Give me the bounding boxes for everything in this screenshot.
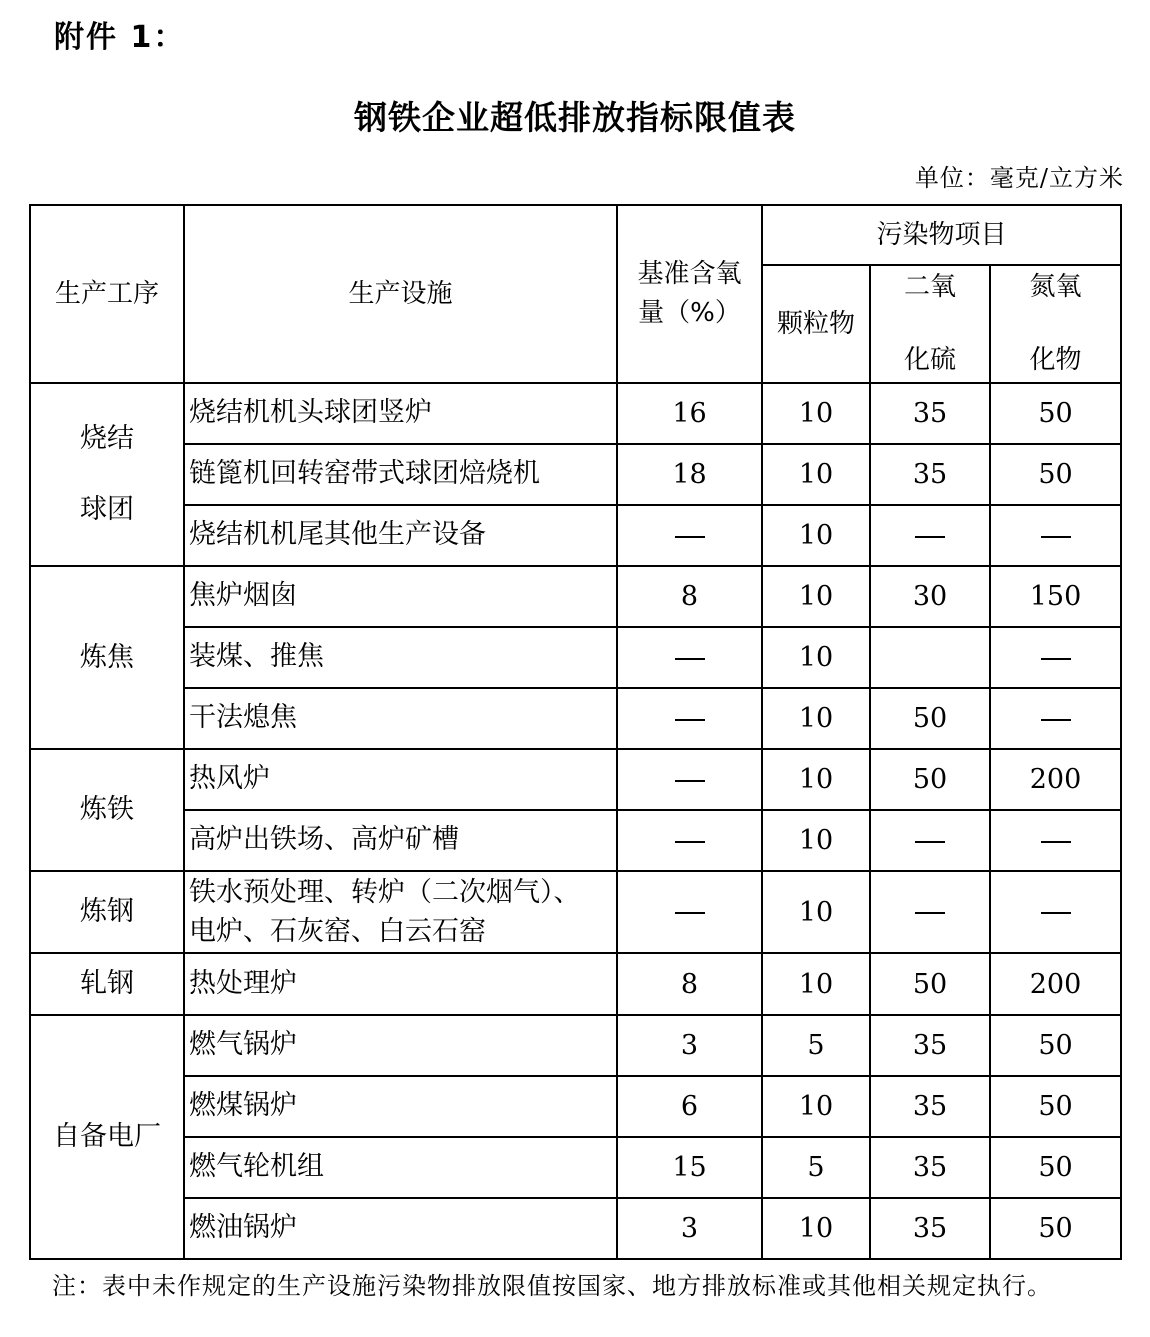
nox-value: 50 xyxy=(990,1076,1121,1137)
header-so2 xyxy=(870,265,990,383)
facility-cell: 装煤、推焦 xyxy=(184,627,617,688)
facility-cell: 热风炉 xyxy=(184,749,617,810)
oxygen-value: 6 xyxy=(617,1076,762,1137)
header-nox-line1: 氮氧 xyxy=(1029,272,1082,302)
table-row xyxy=(30,953,1121,1015)
stage-name: 烧结 xyxy=(80,423,134,455)
header-facility: 生产设施 xyxy=(184,205,617,383)
table-row xyxy=(30,566,1121,627)
nox-value: 200 xyxy=(990,953,1121,1015)
pm-value: 10 xyxy=(762,1198,870,1259)
header-oxygen xyxy=(617,205,762,383)
stage-name: 炼焦 xyxy=(80,641,134,673)
nox-value: 50 xyxy=(990,1137,1121,1198)
stage-cell xyxy=(30,566,184,749)
facility-cell xyxy=(184,871,617,953)
oxygen-value: 8 xyxy=(617,566,762,627)
nox-value: 200 xyxy=(990,749,1121,810)
header-so2-line2: 化硫 xyxy=(903,345,956,375)
pm-value: 5 xyxy=(762,1137,870,1198)
pm-value: 10 xyxy=(762,1076,870,1137)
emission-limits-table xyxy=(29,204,1122,1260)
stage-cell xyxy=(30,871,184,953)
so2-value: 35 xyxy=(870,1076,990,1137)
dash-mark xyxy=(675,536,705,538)
stage-cell xyxy=(30,953,184,1015)
facility-cell: 烧结机机头球团竖炉 xyxy=(184,383,617,444)
oxygen-value: 3 xyxy=(617,1198,762,1259)
table-body xyxy=(30,383,1121,1259)
so2-value: 50 xyxy=(870,953,990,1015)
so2-value: 35 xyxy=(870,1198,990,1259)
dash-mark xyxy=(1041,912,1071,914)
table-row xyxy=(30,810,1121,871)
table-row xyxy=(30,505,1121,566)
pm-value: 5 xyxy=(762,1015,870,1076)
nox-value xyxy=(990,871,1121,953)
pm-value: 10 xyxy=(762,810,870,871)
dash-mark xyxy=(675,658,705,660)
header-pm: 颗粒物 xyxy=(762,265,870,383)
nox-value: 50 xyxy=(990,444,1121,505)
pm-value: 10 xyxy=(762,505,870,566)
nox-value xyxy=(990,688,1121,749)
facility-cell: 焦炉烟囱 xyxy=(184,566,617,627)
so2-value: 30 xyxy=(870,566,990,627)
dash-mark xyxy=(675,719,705,721)
nox-value: 50 xyxy=(990,383,1121,444)
table-row xyxy=(30,444,1121,505)
dash-mark xyxy=(1041,719,1071,721)
dash-mark xyxy=(915,841,945,843)
stage-name: 自备电厂 xyxy=(53,1121,161,1153)
oxygen-value: 16 xyxy=(617,383,762,444)
facility-cell: 干法熄焦 xyxy=(184,688,617,749)
so2-value: 35 xyxy=(870,1015,990,1076)
oxygen-value xyxy=(617,871,762,953)
header-nox xyxy=(990,265,1121,383)
table-row xyxy=(30,1198,1121,1259)
pm-value: 10 xyxy=(762,749,870,810)
header-pollutants: 污染物项目 xyxy=(762,205,1121,265)
so2-value xyxy=(870,871,990,953)
nox-value xyxy=(990,627,1121,688)
facility-line: 铁水预处理、转炉（二次烟气）、 xyxy=(189,876,581,908)
so2-value: 50 xyxy=(870,749,990,810)
dash-mark xyxy=(1041,658,1071,660)
pm-value: 10 xyxy=(762,444,870,505)
facility-cell: 燃气锅炉 xyxy=(184,1015,617,1076)
so2-value xyxy=(870,627,990,688)
so2-value: 35 xyxy=(870,1137,990,1198)
oxygen-value xyxy=(617,810,762,871)
header-so2-line1: 二氧 xyxy=(903,272,956,302)
so2-value xyxy=(870,505,990,566)
oxygen-value xyxy=(617,749,762,810)
nox-value: 150 xyxy=(990,566,1121,627)
oxygen-value xyxy=(617,505,762,566)
stage-name: 炼铁 xyxy=(80,794,134,826)
facility-line: 电炉、石灰窑、白云石窑 xyxy=(189,916,486,947)
stage-name: 轧钢 xyxy=(80,968,134,1000)
stage-name: 球团 xyxy=(80,493,134,525)
dash-mark xyxy=(915,912,945,914)
dash-mark xyxy=(1041,841,1071,843)
stage-name: 炼钢 xyxy=(80,896,134,928)
so2-value: 35 xyxy=(870,383,990,444)
dash-mark xyxy=(675,780,705,782)
dash-mark xyxy=(675,912,705,914)
nox-value xyxy=(990,810,1121,871)
table-row xyxy=(30,871,1121,953)
facility-cell: 链篦机回转窑带式球团焙烧机 xyxy=(184,444,617,505)
stage-cell xyxy=(30,749,184,871)
pm-value: 10 xyxy=(762,383,870,444)
pm-value: 10 xyxy=(762,566,870,627)
table-row xyxy=(30,749,1121,810)
dash-mark xyxy=(675,841,705,843)
pm-value: 10 xyxy=(762,953,870,1015)
so2-value: 35 xyxy=(870,444,990,505)
table-row xyxy=(30,1015,1121,1076)
table-row xyxy=(30,1137,1121,1198)
so2-value xyxy=(870,810,990,871)
header-oxygen-line2: 量（%） xyxy=(638,298,741,328)
facility-cell: 燃煤锅炉 xyxy=(184,1076,617,1137)
document-title: 钢铁企业超低排放指标限值表 xyxy=(354,98,796,137)
header-oxygen-line1: 基准含氧 xyxy=(637,259,742,289)
oxygen-value: 3 xyxy=(617,1015,762,1076)
oxygen-value xyxy=(617,627,762,688)
facility-cell: 燃油锅炉 xyxy=(184,1198,617,1259)
table-row xyxy=(30,688,1121,749)
pm-value: 10 xyxy=(762,688,870,749)
oxygen-value: 15 xyxy=(617,1137,762,1198)
oxygen-value: 8 xyxy=(617,953,762,1015)
table-row xyxy=(30,627,1121,688)
facility-cell: 高炉出铁场、高炉矿槽 xyxy=(184,810,617,871)
nox-value: 50 xyxy=(990,1198,1121,1259)
header-stage: 生产工序 xyxy=(30,205,184,383)
table-header xyxy=(30,205,1121,383)
dash-mark xyxy=(915,536,945,538)
footnote: 注：表中未作规定的生产设施污染物排放限值按国家、地方排放标准或其他相关规定执行。 xyxy=(52,1272,1052,1300)
oxygen-value xyxy=(617,688,762,749)
table-row xyxy=(30,1076,1121,1137)
so2-value: 50 xyxy=(870,688,990,749)
facility-cell: 燃气轮机组 xyxy=(184,1137,617,1198)
facility-cell: 热处理炉 xyxy=(184,953,617,1015)
nox-value xyxy=(990,505,1121,566)
stage-cell xyxy=(30,1015,184,1259)
nox-value: 50 xyxy=(990,1015,1121,1076)
attachment-label: 附件 1： xyxy=(54,20,186,55)
header-nox-line2: 化物 xyxy=(1029,345,1082,375)
table-row xyxy=(30,383,1121,444)
dash-mark xyxy=(1041,536,1071,538)
stage-cell xyxy=(30,383,184,566)
facility-cell: 烧结机机尾其他生产设备 xyxy=(184,505,617,566)
pm-value: 10 xyxy=(762,871,870,953)
pm-value: 10 xyxy=(762,627,870,688)
unit-label: 单位：毫克/立方米 xyxy=(914,164,1124,192)
oxygen-value: 18 xyxy=(617,444,762,505)
